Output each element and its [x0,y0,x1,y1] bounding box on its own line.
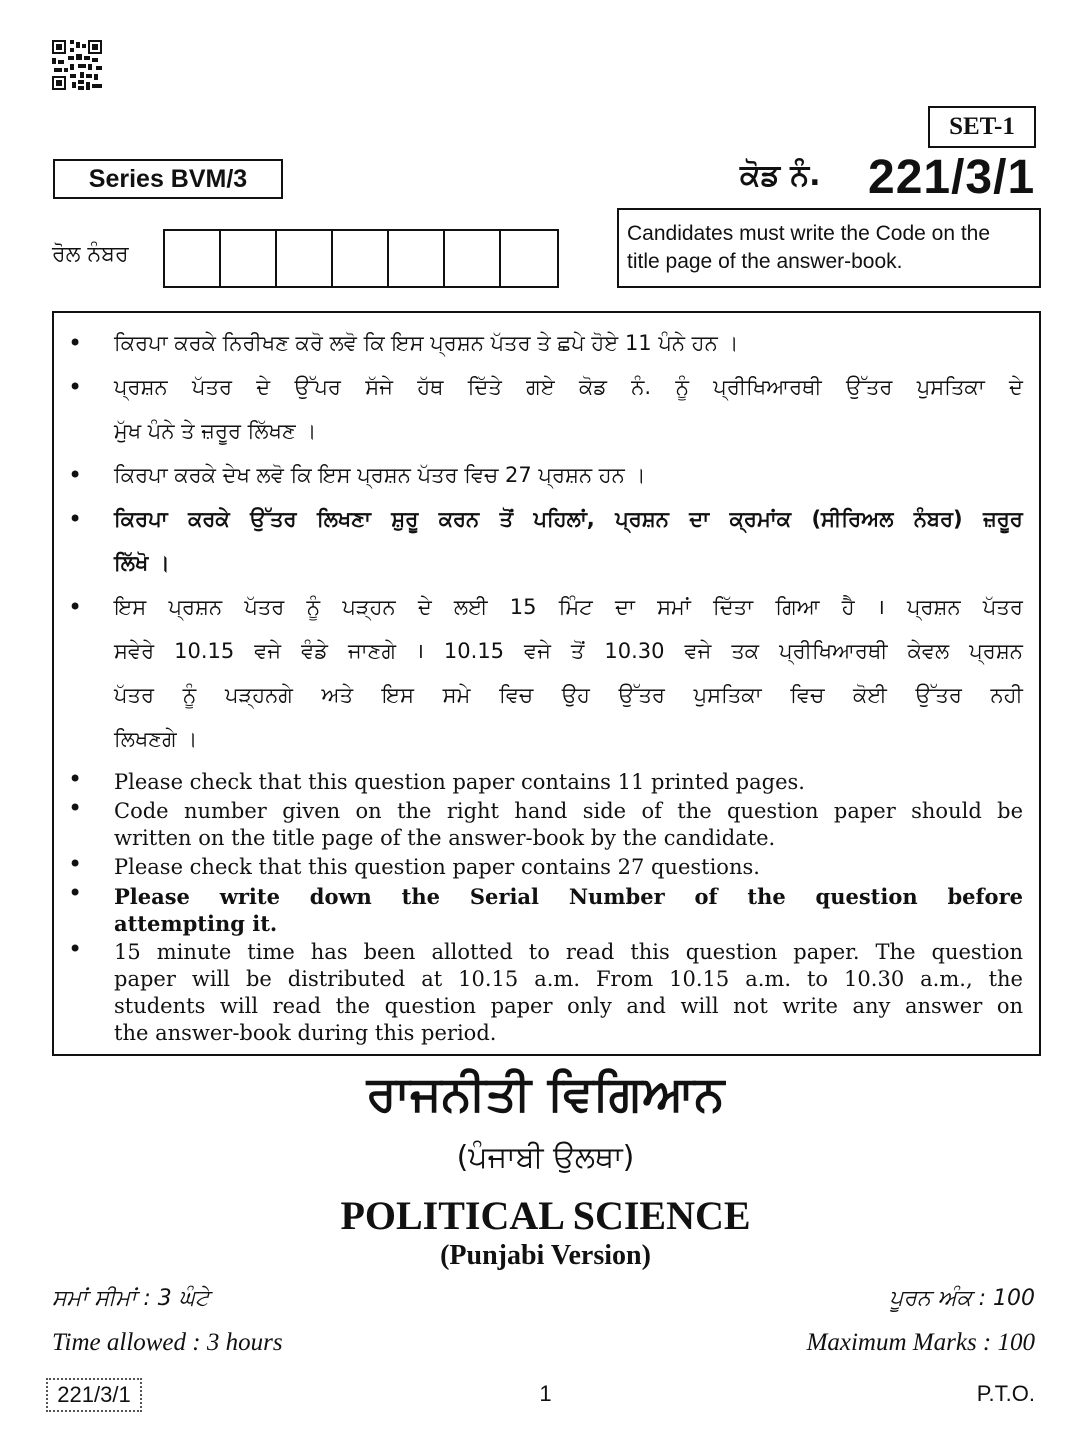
instruction-english-line: Code number given on the right hand side of the question paper should be [114,799,1023,823]
set-number-badge: SET-1 [928,106,1036,148]
candidate-note-line: title page of the answer-book. [627,250,903,273]
bullet-icon: • [68,765,83,793]
roll-number-box [389,231,445,286]
roll-number-boxes [163,229,559,288]
bullet-icon: • [68,593,83,621]
qr-code-icon [52,40,102,90]
instruction-english-line: the answer-book during this period. [114,1021,497,1045]
bullet-icon: • [68,794,83,822]
version-english: (Punjabi Version) [440,1240,651,1271]
bullet-icon: • [68,505,83,533]
instruction-english-line: Please check that this question paper contains 27 questions. [114,855,760,879]
instruction-punjabi-line: ਲਿੱਖੋ । [114,550,170,575]
instruction-punjabi-line: ਮੁੱਖ ਪੰਨੇ ਤੇ ਜ਼ਰੂਰ ਲਿੱਖਣ । [114,418,317,443]
instruction-english-line: Please write down the Serial Number of the question before [114,884,1023,909]
instruction-punjabi-line: ਪ੍ਰਸ਼ਨ ਪੱਤਰ ਦੇ ਉੱਪਰ ਸੱਜੇ ਹੱਥ ਦਿੱਤੇ ਗਏ ਕੋਡ ਨੰ. ਨੂੰ ਪ੍ਰੀਖਿਆਰਥੀ ਉੱਤਰ ਪੁਸਤਿਕਾ ਦੇ [114,374,1023,399]
max-marks-english: Maximum Marks : 100 [806,1329,1035,1356]
instruction-english-line: paper will be distributed at 10.15 a.m. From 10.15 a.m. to 10.30 a.m., the [114,967,1023,991]
instruction-punjabi-line: ਲਿਖਣਗੇ । [114,726,198,751]
time-allowed-english: Time allowed : 3 hours [52,1329,283,1356]
instruction-english-line: students will read the question paper only and will not write any answer on [114,994,1023,1018]
instruction-punjabi-line: ਕਿਰਪਾ ਕਰਕੇ ਉੱਤਰ ਲਿਖਣਾ ਸ਼ੁਰੂ ਕਰਨ ਤੋਂ ਪਹਿਲਾਂ, ਪ੍ਰਸ਼ਨ ਦਾ ਕ੍ਰਮਾਂਕ (ਸੀਰਿਅਲ ਨੰਬਰ) ਜ਼ਰੂਰ [114,506,1023,531]
bullet-icon: • [68,879,83,907]
subject-title-punjabi: ਰਾਜਨੀਤੀ ਵਿਗਿਆਨ [366,1066,725,1122]
roll-number-box [501,231,557,286]
roll-number-box [221,231,277,286]
instruction-punjabi-line: ਕਿਰਪਾ ਕਰਕੇ ਨਿਰੀਖਣ ਕਰੋ ਲਵੋ ਕਿ ਇਸ ਪ੍ਰਸ਼ਨ ਪੱਤਰ ਤੇ ਛਪੇ ਹੋਏ 11 ਪੰਨੇ ਹਨ । [114,330,739,355]
pto-label: P.T.O. [976,1381,1035,1406]
page-number: 1 [539,1381,552,1406]
bullet-icon: • [68,850,83,878]
candidate-note-line: Candidates must write the Code on the [627,222,991,245]
instructions-box [52,311,1041,1056]
bullet-icon: • [68,935,83,963]
roll-number-box [277,231,333,286]
time-allowed-punjabi: ਸਮਾਂ ਸੀਮਾਂ : 3 ਘੰਟੇ [52,1286,210,1311]
instruction-punjabi-line: ਇਸ ਪ੍ਰਸ਼ਨ ਪੱਤਰ ਨੂੰ ਪੜ੍ਹਨ ਦੇ ਲਈ 15 ਮਿੰਟ ਦਾ ਸਮਾਂ ਦਿੱਤਾ ਗਿਆ ਹੈ । ਪ੍ਰਸ਼ਨ ਪੱਤਰ [114,594,1023,619]
instruction-english-line: 15 minute time has been allotted to read this question paper. The question [114,940,1023,964]
subject-title-english: POLITICAL SCIENCE [340,1193,751,1238]
roll-number-box [165,231,221,286]
candidate-note [617,208,1041,288]
instruction-punjabi-line: ਸਵੇਰੇ 10.15 ਵਜੇ ਵੰਡੇ ਜਾਣਗੇ । 10.15 ਵਜੇ ਤੋਂ 10.30 ਵਜੇ ਤਕ ਪ੍ਰੀਖਿਆਰਥੀ ਕੇਵਲ ਪ੍ਰਸ਼ਨ [114,638,1023,663]
instruction-punjabi-line: ਕਿਰਪਾ ਕਰਕੇ ਦੇਖ ਲਵੋ ਕਿ ਇਸ ਪ੍ਰਸ਼ਨ ਪੱਤਰ ਵਿਚ 27 ਪ੍ਰਸ਼ਨ ਹਨ । [114,462,646,487]
code-number: 221/3/1 [868,151,1036,204]
bullet-icon: • [68,329,83,357]
max-marks-punjabi: ਪੂਰਨ ਅੰਕ : 100 [889,1286,1035,1311]
code-label: ਕੋਡ ਨੰ. [740,158,821,193]
bullet-icon: • [68,373,83,401]
instruction-english-line: Please check that this question paper contains 11 printed pages. [114,770,805,794]
instruction-punjabi-line: ਪੱਤਰ ਨੂੰ ਪੜ੍ਹਨਗੇ ਅਤੇ ਇਸ ਸਮੇ ਵਿਚ ਉਹ ਉੱਤਰ ਪੁਸਤਿਕਾ ਵਿਚ ਕੋਈ ਉੱਤਰ ਨਹੀ [114,682,1023,707]
instruction-english-line: written on the title page of the answer-book by the candidate. [114,826,776,850]
roll-number-box [333,231,389,286]
footer-code: 221/3/1 [46,1378,142,1412]
series-label: Series BVM/3 [53,159,283,199]
roll-number-box [445,231,501,286]
bullet-icon: • [68,461,83,489]
roll-number-label: ਰੋਲ ਨੰਬਰ [52,242,129,267]
instruction-english-line: attempting it. [114,911,278,936]
version-punjabi: (ਪੰਜਾਬੀ ਉਲਥਾ) [456,1140,635,1175]
